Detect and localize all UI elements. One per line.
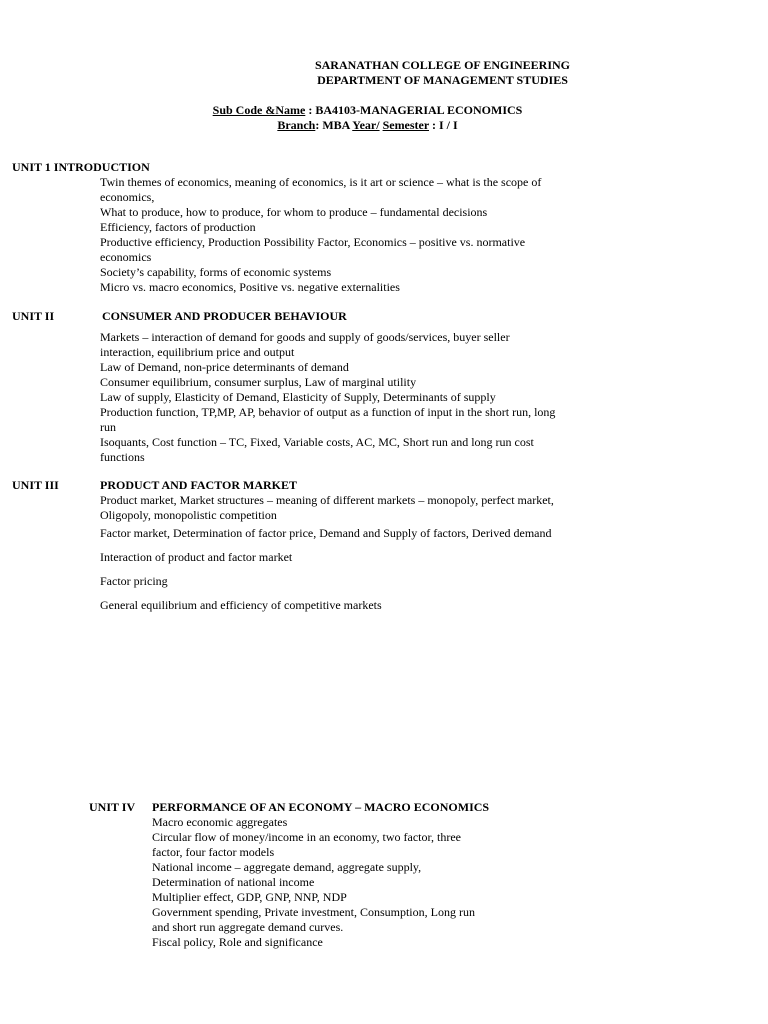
unit-4-title: PERFORMANCE OF AN ECONOMY – MACRO ECONOMICS (152, 800, 490, 814)
list-item: Factor pricing (100, 574, 168, 588)
list-item: functions (100, 450, 145, 464)
unit-4-topic-list (152, 815, 475, 950)
list-item: Efficiency, factors of production (100, 220, 256, 234)
list-item: Product market, Market structures – meaning of different markets – monopoly, perfect market, (100, 493, 554, 507)
year-semester-value: : I / I (429, 118, 458, 132)
unit-3-topic-list-a (100, 493, 554, 523)
list-item: Factor market, Determination of factor price, Demand and Supply of factors, Derived demand (100, 526, 552, 540)
list-item: Productive efficiency, Production Possibility Factor, Economics – positive vs. normative (100, 235, 526, 249)
year-label: Year/ (352, 118, 380, 132)
list-item: Government spending, Private investment, Consumption, Long run (152, 905, 475, 919)
subject-code-value: : BA4103-MANAGERIAL ECONOMICS (305, 103, 523, 117)
subject-code-line (0, 103, 735, 118)
list-item: factor, four factor models (152, 845, 275, 859)
unit-1-topic-list (100, 175, 541, 295)
list-item: Determination of national income (152, 875, 315, 889)
unit-3-topic-list-b (100, 526, 552, 622)
list-item: Macro economic aggregates (152, 815, 288, 829)
unit-2-title: CONSUMER AND PRODUCER BEHAVIOUR (102, 309, 347, 323)
list-item: Circular flow of money/income in an economy, two factor, three (152, 830, 461, 844)
list-item: Multiplier effect, GDP, GNP, NNP, NDP (152, 890, 347, 904)
list-item: Law of Demand, non-price determinants of demand (100, 360, 349, 374)
list-item: What to produce, how to produce, for whom to produce – fundamental decisions (100, 205, 488, 219)
unit-3-label: UNIT III (12, 478, 59, 492)
list-item: Markets – interaction of demand for goods and supply of goods/services, buyer seller (100, 330, 510, 344)
list-item: National income – aggregate demand, aggregate supply, (152, 860, 422, 874)
list-item: run (100, 420, 116, 434)
list-item: Law of supply, Elasticity of Demand, Elasticity of Supply, Determinants of supply (100, 390, 496, 404)
list-item: economics, (100, 190, 155, 204)
list-item: Twin themes of economics, meaning of economics, is it art or science – what is the scope of (100, 175, 542, 189)
unit-2-topic-list (100, 330, 555, 465)
list-item: Consumer equilibrium, consumer surplus, Law of marginal utility (100, 375, 417, 389)
subject-code-label: Sub Code &Name (212, 103, 306, 117)
list-item: Isoquants, Cost function – TC, Fixed, Variable costs, AC, MC, Short run and long run cost (100, 435, 534, 449)
branch-line (0, 118, 735, 133)
list-item: Society’s capability, forms of economic systems (100, 265, 332, 279)
branch-label: Branch (277, 118, 316, 132)
list-item: Production function, TP,MP, AP, behavior of output as a function of input in the short run, long (100, 405, 556, 419)
list-item: Fiscal policy, Role and significance (152, 935, 323, 949)
unit-3-title: PRODUCT AND FACTOR MARKET (100, 478, 298, 492)
semester-label: Semester (382, 118, 429, 132)
list-item: economics (100, 250, 152, 264)
list-item: interaction, equilibrium price and output (100, 345, 295, 359)
unit-4-label: UNIT IV (89, 800, 136, 814)
unit-2-label: UNIT II (12, 309, 55, 323)
branch-value: : MBA (315, 118, 353, 132)
list-item: Interaction of product and factor market (100, 550, 293, 564)
list-item: Micro vs. macro economics, Positive vs. negative externalities (100, 280, 400, 294)
department-name: DEPARTMENT OF MANAGEMENT STUDIES (317, 73, 568, 87)
list-item: and short run aggregate demand curves. (152, 920, 344, 934)
list-item: General equilibrium and efficiency of competitive markets (100, 598, 382, 612)
unit-1-heading: UNIT 1 INTRODUCTION (12, 160, 150, 174)
list-item: Oligopoly, monopolistic competition (100, 508, 277, 522)
college-name: SARANATHAN COLLEGE OF ENGINEERING (314, 58, 571, 72)
